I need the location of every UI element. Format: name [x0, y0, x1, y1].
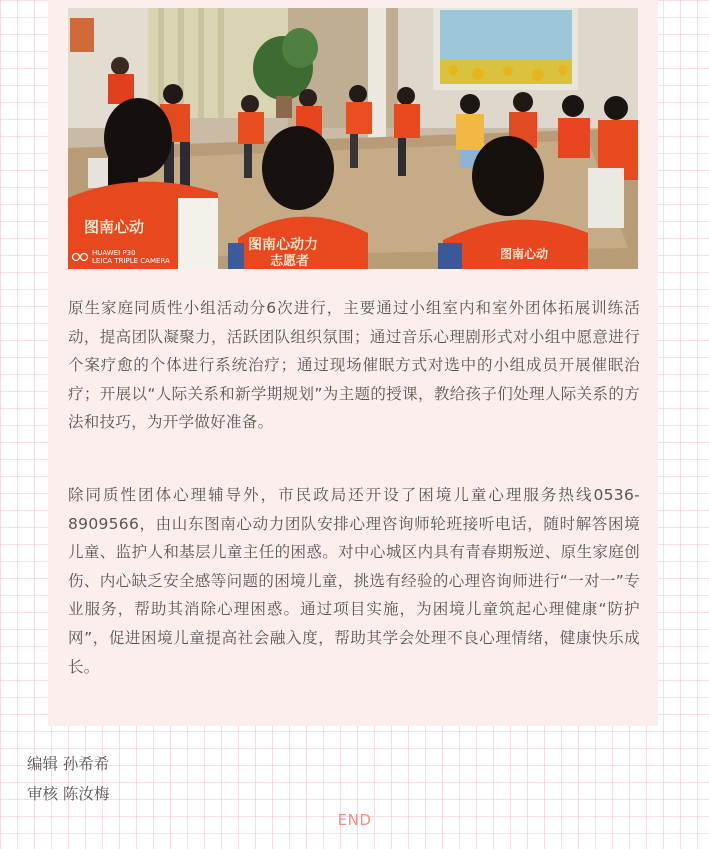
article-paragraph-2: 除同质性团体心理辅导外，市民政局还开设了困境儿童心理服务热线0536-8909566，由山东图南心动力团队安排心理咨询师轮班接听电话，随时解答困境儿童、监护人和基层儿童主任的困惑。对中心城区内具有青春期叛逆、原生家庭创伤、内心缺乏安全感等问题的困境儿童，挑选有经验的心理咨询师进行“一对一”专业服务，帮助其消除心理困惑。通过项目实施，为困境儿童筑起心理健康“防护网”，促进困境儿童提高社会融入度，帮助其学会处理不良心理情绪，健康快乐成长。 [68, 486, 640, 676]
group-activity-photo [68, 8, 638, 269]
article-paragraph-1: 原生家庭同质性小组活动分6次进行，主要通过小组室内和室外团体拓展训练活动，提高团队凝聚力，活跃团队组织氛围；通过音乐心理剧形式对小组中愿意进行个案疗愈的个体进行系统治疗；通过现场催眠方式对选中的小组成员开展催眠治疗；开展以“人际关系和新学期规划”为主题的授课，教给孩子们处理人际关系的方法和技巧，为开学做好准备。 [68, 299, 640, 432]
camera-lens: LEICA TRIPLE CAMERA [92, 257, 170, 265]
photo-illustration [68, 8, 638, 269]
reviewer-credit: 审核 陈汝梅 [27, 785, 110, 803]
pillar [368, 8, 386, 158]
editor-credit: 编辑 孙希希 [27, 755, 110, 773]
end-marker: END [337, 811, 372, 829]
vest-logo-right: 图南心动 [500, 247, 549, 261]
wall-poster [70, 18, 94, 52]
chair [588, 168, 624, 228]
vest-logo-left: 图南心动 [84, 218, 145, 236]
vest-logo-line1: 图南心动力 [248, 237, 318, 253]
vest-logo-line2: 志愿者 [270, 254, 310, 269]
camera-brand: HUAWEI P30 [92, 249, 136, 257]
